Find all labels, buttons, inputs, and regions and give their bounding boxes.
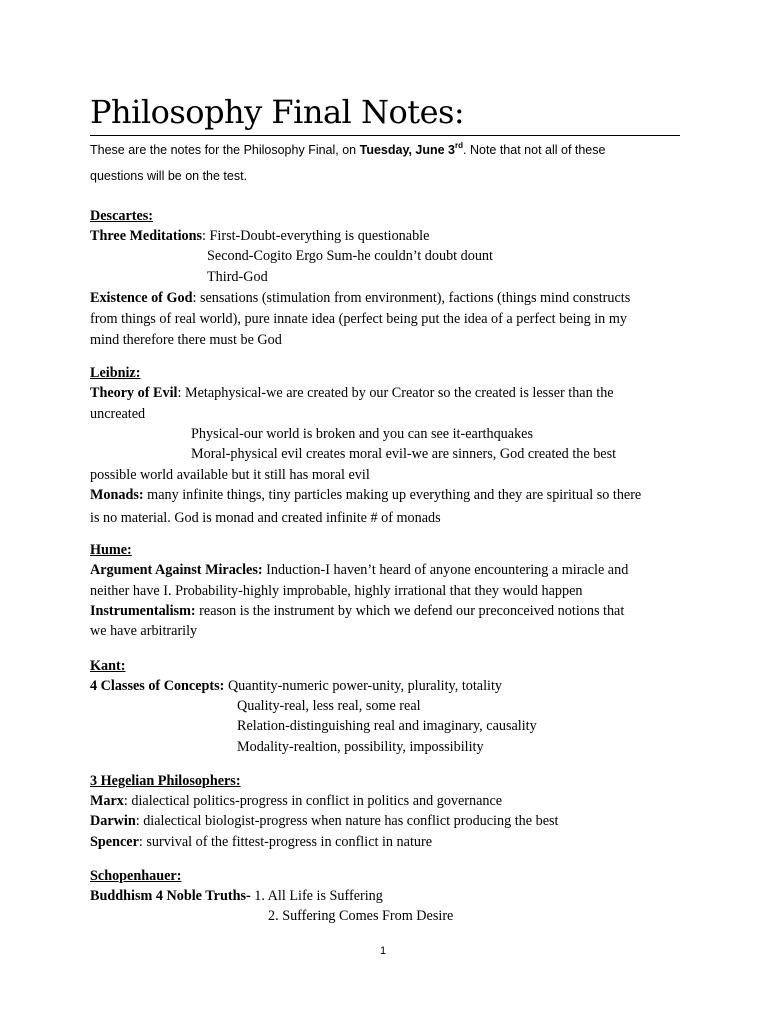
intro-date: Tuesday, June 3 [359, 143, 456, 158]
existence-of-god-text: : sensations (stimulation from environment), factions (things mind constructs [192, 290, 631, 306]
page-title: Philosophy Final Notes: [90, 93, 465, 131]
quantity-text: Quantity-numeric power-unity, plurality, totality [224, 678, 503, 694]
instrumentalism-label: Instrumentalism: [90, 603, 196, 619]
existence-of-god-line-2: from things of real world), pure innate idea (perfect being put the idea of a perfect being in my [90, 311, 627, 327]
spencer-line [90, 832, 432, 852]
truth-2-text: 2. Suffering Comes From Desire [268, 908, 454, 924]
truth-1-text: 1. All Life is Suffering [250, 888, 383, 904]
monads-text: many infinite things, tiny particles making up everything and they are spiritual so there [143, 487, 642, 503]
miracles-text: Induction-I haven’t heard of anyone encountering a miracle and [262, 562, 629, 578]
instrumentalism-line [90, 601, 624, 621]
theory-of-evil-label: Theory of Evil [90, 385, 178, 401]
spencer-label: Spencer [90, 834, 139, 850]
monads-line-2: is no material. God is monad and created infinite # of monads [90, 510, 441, 526]
moral-evil-line-2: possible world available but it still has moral evil [90, 467, 370, 483]
leibniz-heading: Leibniz: [90, 365, 141, 381]
monads-label: Monads: [90, 487, 144, 503]
schopenhauer-heading: Schopenhauer: [90, 868, 182, 884]
noble-truths-label: Buddhism 4 Noble Truths- [90, 888, 251, 904]
kant-heading: Kant: [90, 658, 126, 674]
meditation-2-text: Second-Cogito Ergo Sum-he couldn’t doubt dount [207, 248, 493, 264]
theory-of-evil-text: : Metaphysical-we are created by our Creator so the created is lesser than the [177, 385, 614, 401]
descartes-meditations-line [90, 226, 429, 246]
moral-evil-line: Moral-physical evil creates moral evil-we are sinners, God created the best [191, 446, 617, 462]
quality-text: Quality-real, less real, some real [237, 698, 421, 714]
intro-text-after: . Note that not all of these [463, 143, 606, 158]
existence-of-god-label: Existence of God [90, 290, 193, 306]
miracles-line-2: neither have I. Probability-highly improbable, highly irrational that they would happen [90, 583, 583, 599]
relation-text: Relation-distinguishing real and imaginary, causality [237, 718, 537, 734]
noble-truths-line [90, 886, 383, 906]
meditation-1-text: : First-Doubt-everything is questionable [202, 228, 430, 244]
intro-line-1 [90, 138, 690, 159]
intro-text-before: These are the notes for the Philosophy Final, on [90, 143, 360, 158]
meditation-3-text: Third-God [207, 269, 268, 285]
existence-of-god-line-3: mind therefore there must be God [90, 332, 282, 348]
monads-line [90, 485, 641, 505]
instrumentalism-text: reason is the instrument by which we defend our preconceived notions that [195, 603, 625, 619]
title-rule [90, 135, 680, 136]
hegelian-heading: 3 Hegelian Philosophers: [90, 773, 241, 789]
theory-of-evil-line [90, 383, 614, 403]
modality-text: Modality-realtion, possibility, impossibility [237, 739, 484, 755]
physical-evil-line: Physical-our world is broken and you can see it-earthquakes [191, 426, 533, 442]
classes-of-concepts-label: 4 Classes of Concepts: [90, 678, 225, 694]
marx-line [90, 791, 502, 811]
spencer-text: : survival of the fittest-progress in conflict in nature [138, 834, 433, 850]
miracles-line [90, 560, 628, 580]
existence-of-god-line [90, 288, 630, 308]
intro-line-2: questions will be on the test. [90, 169, 248, 183]
intro-date-suffix: rd [455, 141, 464, 150]
marx-text: : dialectical politics-progress in conflict in politics and governance [123, 793, 503, 809]
hume-heading: Hume: [90, 542, 132, 558]
instrumentalism-line-2: we have arbitrarily [90, 623, 198, 639]
page-number: 1 [380, 945, 387, 957]
darwin-text: : dialectical biologist-progress when nature has conflict producing the best [135, 813, 559, 829]
classes-of-concepts-line [90, 676, 502, 696]
darwin-line [90, 811, 558, 831]
meditations-label: Three Meditations [90, 228, 203, 244]
darwin-label: Darwin [90, 813, 136, 829]
descartes-heading: Descartes: [90, 208, 154, 224]
theory-of-evil-line-2: uncreated [90, 406, 146, 422]
marx-label: Marx [90, 793, 124, 809]
miracles-label: Argument Against Miracles: [90, 562, 263, 578]
